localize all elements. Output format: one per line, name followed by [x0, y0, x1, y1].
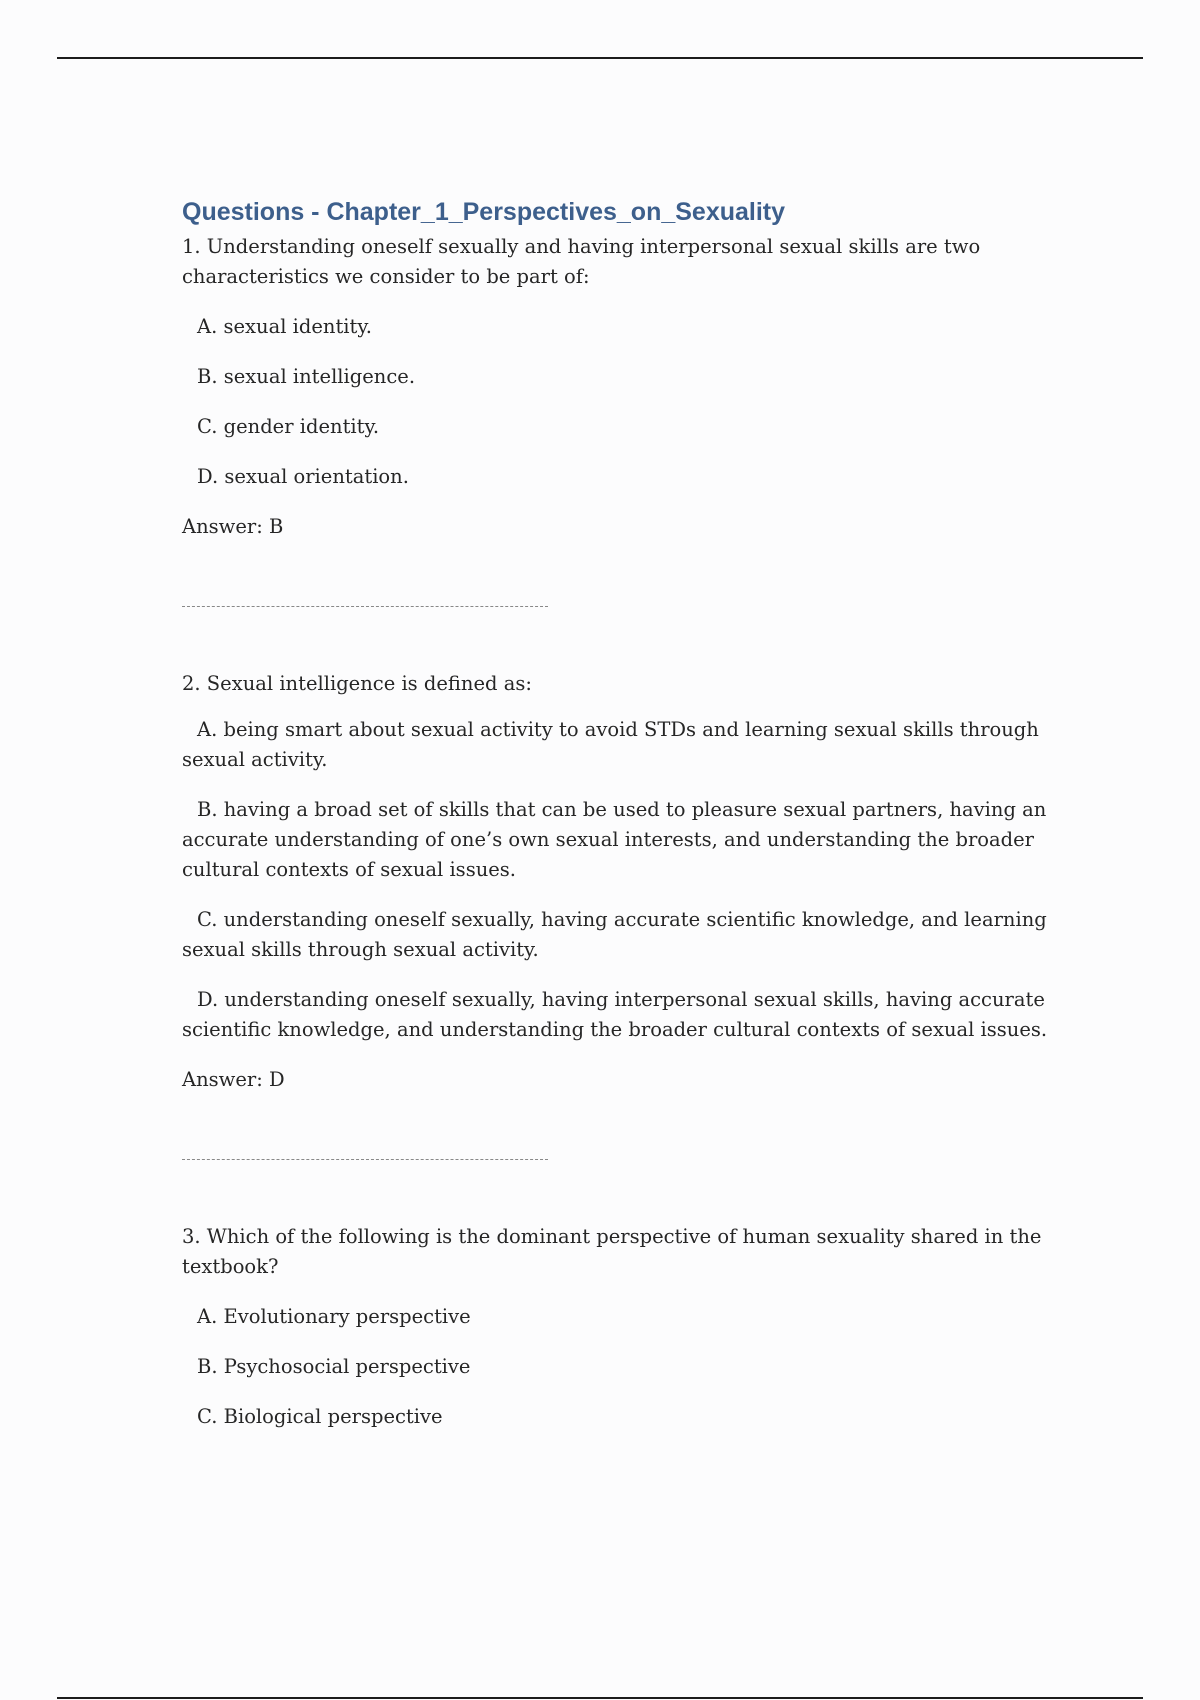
- question-2-option-a: A. being smart about sexual activity to avoid STDs and learning sexual skills through sexual activity.: [182, 718, 1039, 771]
- question-1-option-d: D. sexual orientation.: [197, 465, 409, 488]
- question-2-option-b: B. having a broad set of skills that can be used to pleasure sexual partners, having an accurate understanding of one’s own sexual interests, and understanding the broader cultural contexts of sexual issues.: [182, 798, 1047, 881]
- question-1-option-b: B. sexual intelligence.: [197, 365, 416, 388]
- question-separator: [182, 606, 548, 607]
- document-title: Questions - Chapter_1_Perspectives_on_Sexuality: [182, 198, 786, 226]
- header-rule: [57, 57, 1143, 59]
- question-2: 2. Sexual intelligence is defined as:: [182, 672, 532, 695]
- question-1: 1. Understanding oneself sexually and having interpersonal sexual skills are two characteristics we consider to be part of:: [182, 235, 981, 288]
- question-2-answer: Answer: D: [182, 1068, 285, 1091]
- question-1-answer: Answer: B: [182, 515, 284, 538]
- question-2-option-d: D. understanding oneself sexually, having interpersonal sexual skills, having accurate scientific knowledge, and understanding the broader cultural contexts of sexual issues.: [182, 988, 1048, 1041]
- question-2-option-c: C. understanding oneself sexually, having accurate scientific knowledge, and learning sexual skills through sexual activity.: [182, 908, 1047, 961]
- question-1-option-a: A. sexual identity.: [197, 315, 372, 338]
- question-3: 3. Which of the following is the dominant perspective of human sexuality shared in the textbook?: [182, 1225, 1042, 1278]
- question-3-option-b: B. Psychosocial perspective: [197, 1355, 471, 1378]
- document-body: [182, 196, 1062, 1452]
- question-1-option-c: C. gender identity.: [197, 415, 380, 438]
- question-3-option-c: C. Biological perspective: [197, 1405, 443, 1428]
- question-3-option-a: A. Evolutionary perspective: [197, 1305, 471, 1328]
- question-separator: [182, 1159, 548, 1160]
- footer-rule: [57, 1697, 1143, 1699]
